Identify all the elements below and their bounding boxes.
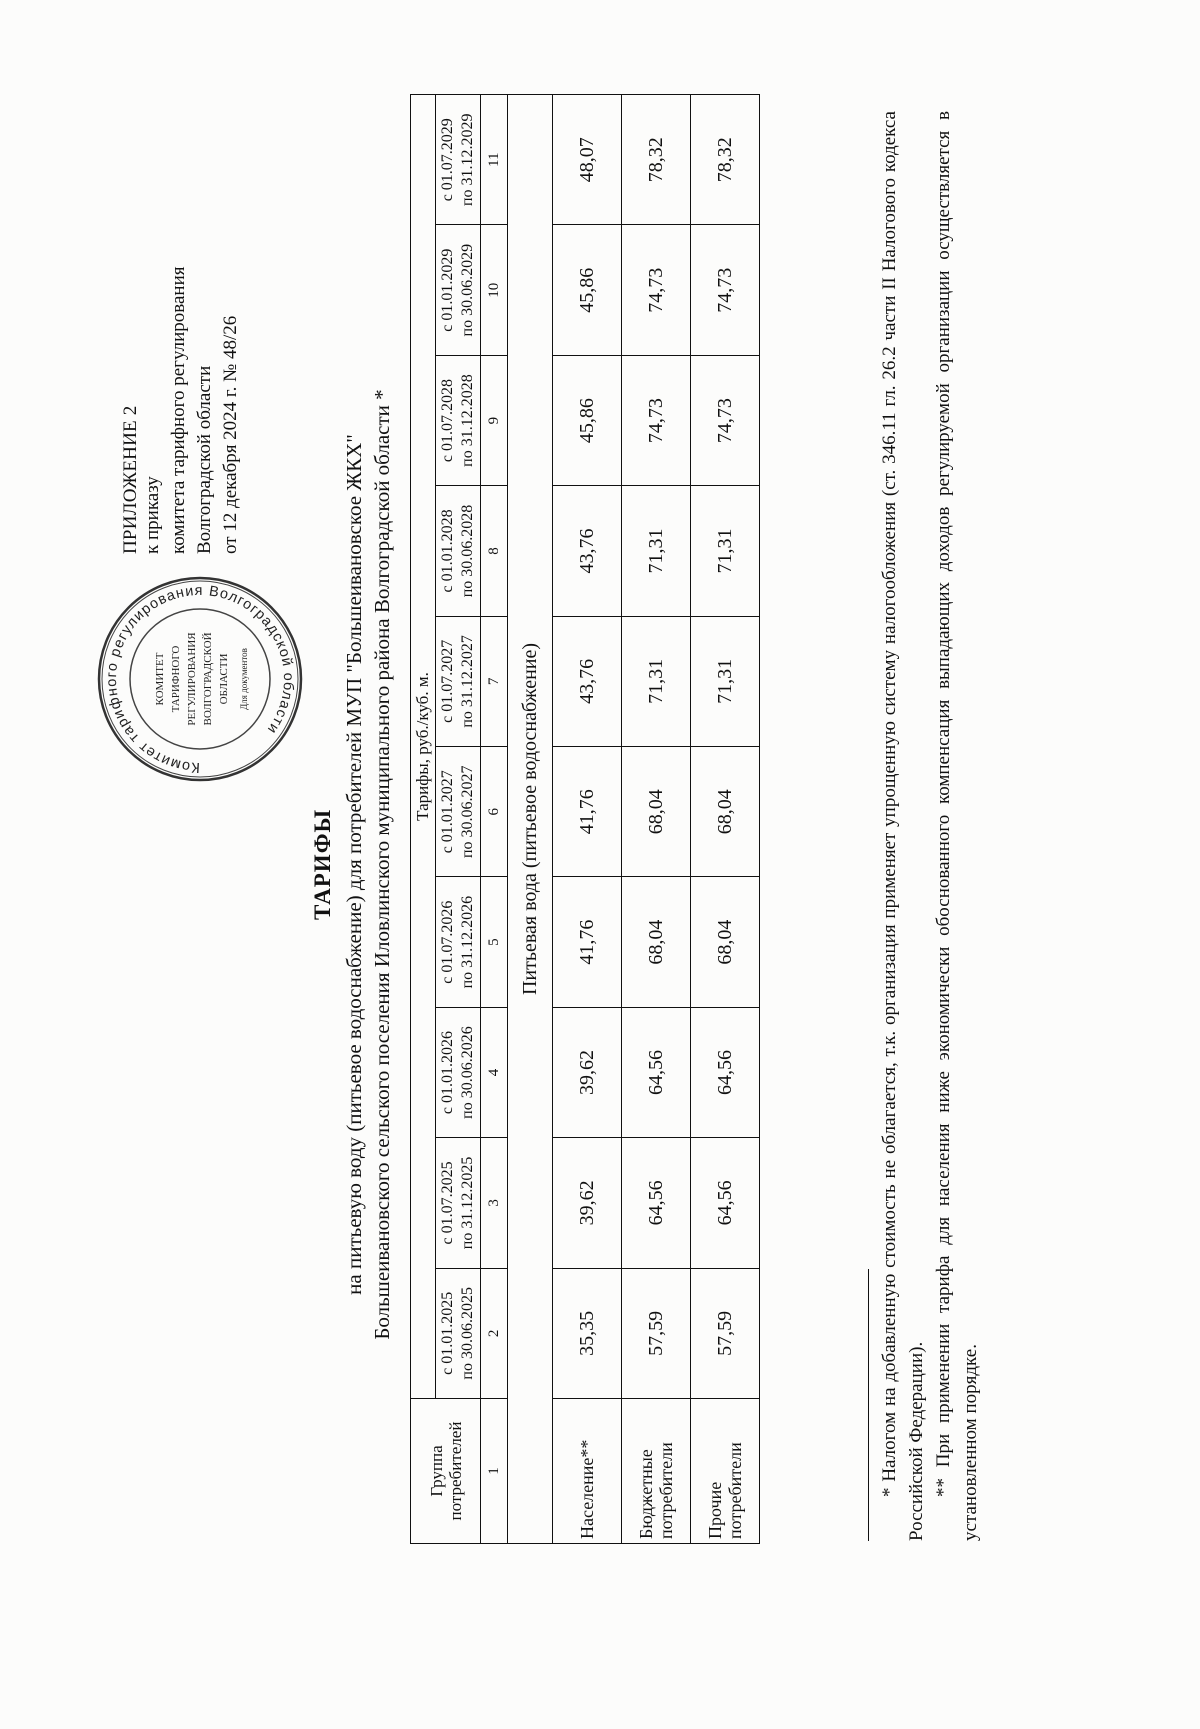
tariff-value-cell: 35,35 — [553, 1268, 622, 1398]
tariff-value-cell: 64,56 — [622, 1138, 691, 1268]
tariff-value-cell: 43,76 — [553, 486, 622, 616]
tariff-value-cell: 43,76 — [553, 616, 622, 746]
tariff-value-cell: 74,73 — [691, 355, 760, 485]
period-end: по 31.12.2025 — [459, 1156, 476, 1250]
tariff-value-cell: 71,31 — [691, 616, 760, 746]
tariff-value-cell: 68,04 — [691, 877, 760, 1007]
column-number-cell: 9 — [481, 355, 508, 485]
group-header-cell: Группа потребителей — [411, 1399, 481, 1544]
period-start: с 01.01.2025 — [439, 1291, 456, 1375]
tariff-table — [410, 94, 760, 1544]
tariff-value-cell: 41,76 — [553, 877, 622, 1007]
period-start: с 01.07.2028 — [439, 379, 456, 463]
period-end: по 30.06.2028 — [459, 504, 476, 598]
column-number-cell: 11 — [481, 95, 508, 225]
tariff-value-cell: 74,73 — [691, 225, 760, 355]
period-header-cell — [436, 225, 481, 355]
official-seal — [95, 574, 305, 784]
footnotes — [876, 111, 984, 1541]
consumer-group-label: Население** — [577, 1439, 597, 1539]
order-line: к приказу — [142, 476, 163, 554]
period-start: с 01.07.2027 — [439, 639, 456, 723]
tariff-value-cell: 74,73 — [622, 225, 691, 355]
subtitle-line: на питьевую воду (питьевое водоснабжение) для потребителей МУП "Большеивановское ЖКХ" — [342, 434, 366, 1295]
seal-line: ВОЛГОГРАДСКОЙ — [202, 632, 214, 726]
subtitle-line: Большеивановского сельского поселения Иловлинского муниципального района Волгоградской области * — [370, 389, 394, 1340]
order-reference — [140, 266, 244, 554]
tariff-value-cell: 71,31 — [622, 616, 691, 746]
column-number-row — [481, 95, 508, 1544]
column-number-cell: 5 — [481, 877, 508, 1007]
svg-text:Комитет тарифного регулировани — [104, 583, 296, 775]
column-number-cell: 10 — [481, 225, 508, 355]
column-number-cell: 4 — [481, 1007, 508, 1137]
tariff-value-cell: 71,31 — [691, 486, 760, 616]
seal-ring-text: Комитет тарифного регулирования Волгоградской области — [103, 582, 297, 776]
period-header-row — [436, 95, 481, 1544]
seal-line: Для документов — [239, 648, 249, 710]
period-end: по 30.06.2027 — [459, 765, 476, 859]
period-header-cell — [436, 1007, 481, 1137]
tariff-value-cell: 64,56 — [691, 1007, 760, 1137]
period-end: по 31.12.2027 — [459, 635, 476, 728]
period-end: по 30.06.2026 — [459, 1026, 476, 1119]
tariff-value-cell: 39,62 — [553, 1138, 622, 1268]
period-end: по 31.12.2029 — [459, 113, 476, 207]
tariff-value-cell: 78,32 — [622, 95, 691, 225]
tariff-value-cell: 71,31 — [622, 486, 691, 616]
period-end: по 31.12.2026 — [459, 895, 476, 989]
column-number-cell: 7 — [481, 616, 508, 746]
tariff-value-cell: 64,56 — [622, 1007, 691, 1137]
period-header-cell — [436, 747, 481, 877]
order-line: комитета тарифного регулирования — [168, 266, 189, 554]
period-header-cell — [436, 1138, 481, 1268]
tariff-value-cell: 68,04 — [622, 877, 691, 1007]
period-end: по 30.06.2029 — [459, 243, 476, 337]
consumer-group-label: Прочие — [705, 1481, 725, 1539]
consumer-group-cell — [553, 1399, 622, 1544]
period-header-cell — [436, 616, 481, 746]
period-header-cell — [436, 95, 481, 225]
period-header-cell — [436, 877, 481, 1007]
footnote-population: ** При применении тарифа для населения ниже экономически обоснованного компенсация выпадающих доходов регулируемой организации осуществляется в установленном порядке. — [933, 111, 981, 1541]
tariff-value-cell: 48,07 — [553, 95, 622, 225]
seal-graphic — [95, 574, 305, 784]
document-subtitle — [340, 0, 396, 1729]
tariff-value-cell: 68,04 — [691, 747, 760, 877]
seal-line: ТАРИФНОГО — [170, 645, 182, 713]
period-header-cell — [436, 355, 481, 485]
consumer-group-cell — [622, 1399, 691, 1544]
period-start: с 01.07.2025 — [439, 1161, 456, 1245]
seal-line: КОМИТЕТ — [154, 652, 166, 706]
tariff-value-cell: 39,62 — [553, 1007, 622, 1137]
tariff-value-cell: 68,04 — [622, 747, 691, 877]
tariff-value-cell: 57,59 — [622, 1268, 691, 1398]
period-start: с 01.01.2028 — [439, 509, 456, 593]
consumer-group-cell — [691, 1399, 760, 1544]
tariff-value-cell: 74,73 — [622, 355, 691, 485]
period-start: с 01.01.2027 — [439, 770, 456, 854]
tariff-value-cell: 45,86 — [553, 225, 622, 355]
appendix-label: ПРИЛОЖЕНИЕ 2 — [120, 405, 141, 554]
period-start: с 01.01.2026 — [439, 1030, 456, 1115]
period-header-cell — [436, 486, 481, 616]
table-row — [622, 95, 691, 1544]
tariff-header-cell: Тарифы, руб./куб. м. — [411, 95, 436, 1399]
column-number-cell: 2 — [481, 1268, 508, 1398]
tariff-value-cell: 41,76 — [553, 747, 622, 877]
consumer-group-label: Бюджетные — [636, 1449, 656, 1539]
table-row — [553, 95, 622, 1544]
section-title-cell: Питьевая вода (питьевое водоснабжение) — [508, 95, 553, 1544]
consumer-group-label: потребители — [725, 1442, 745, 1539]
tariff-value-cell: 64,56 — [691, 1138, 760, 1268]
footnote-divider — [868, 1269, 869, 1541]
document-title: ТАРИФЫ — [310, 808, 335, 921]
column-number-cell: 1 — [481, 1399, 508, 1544]
tariff-value-cell: 78,32 — [691, 95, 760, 225]
order-line: от 12 декабря 2024 г. № 48/26 — [220, 315, 241, 554]
period-start: с 01.01.2029 — [439, 248, 456, 332]
table-row — [691, 95, 760, 1544]
column-number-cell: 6 — [481, 747, 508, 877]
tariff-value-cell: 45,86 — [553, 355, 622, 485]
period-start: с 01.07.2026 — [439, 900, 456, 984]
column-number-cell: 3 — [481, 1138, 508, 1268]
consumer-group-label: потребители — [656, 1442, 676, 1539]
tariff-data — [553, 95, 760, 1544]
period-end: по 31.12.2028 — [459, 374, 476, 467]
seal-line: ОБЛАСТИ — [218, 653, 230, 705]
tariff-value-cell: 57,59 — [691, 1268, 760, 1398]
column-number-cell: 8 — [481, 486, 508, 616]
seal-line: РЕГУЛИРОВАНИЯ — [186, 632, 198, 726]
footnote-vat: * Налогом на добавленную стоимость не облагается, т.к. организация применяет упрощенную систему налогообложения (ст. 346.11 гл. 26.2 части II Налогового кодекса Российской Федерации). — [879, 111, 927, 1541]
period-start: с 01.07.2029 — [439, 118, 456, 202]
period-header-cell — [436, 1268, 481, 1398]
period-end: по 30.06.2025 — [459, 1287, 476, 1380]
order-line: Волгоградской области — [194, 365, 215, 554]
